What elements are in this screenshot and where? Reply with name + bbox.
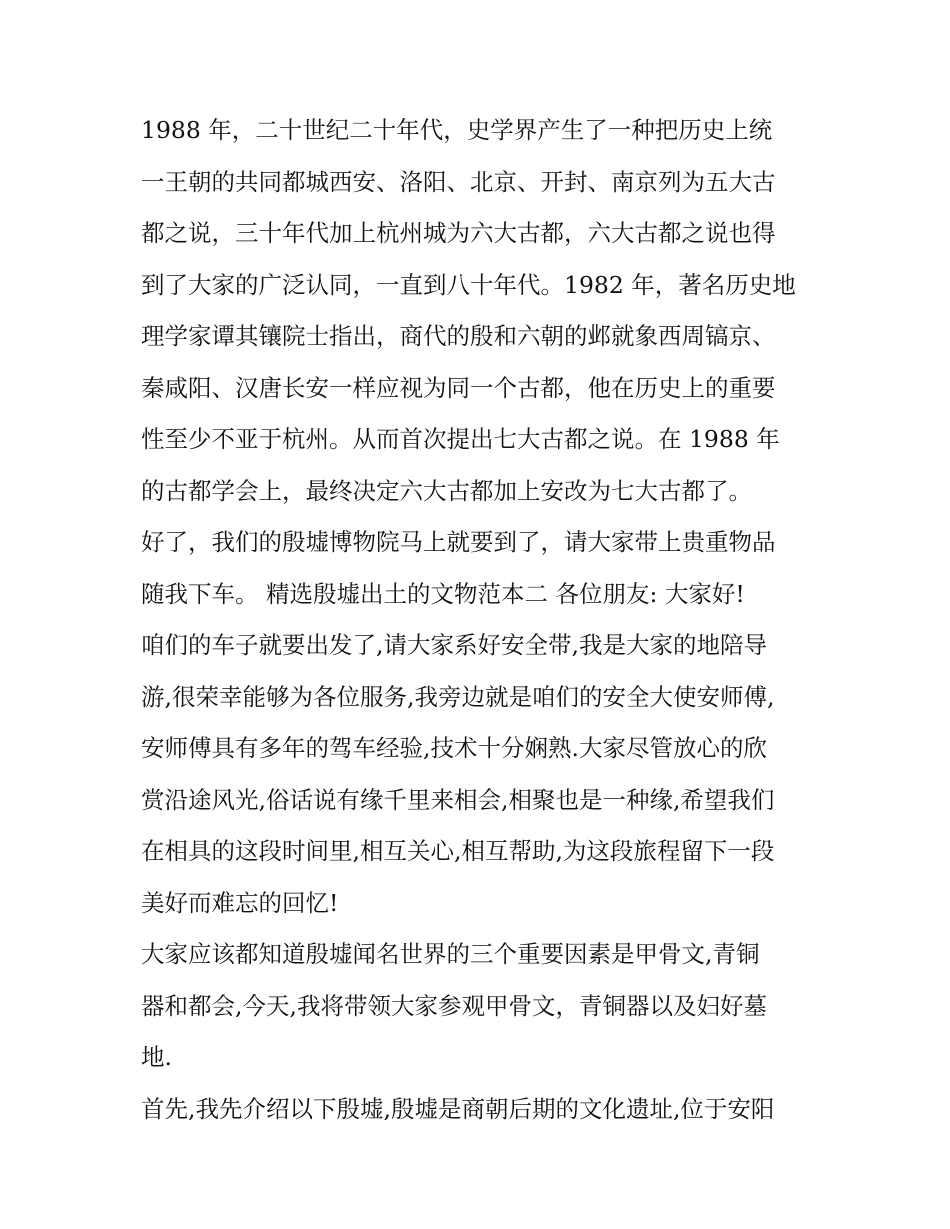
text-line: 随我下车。 精选殷墟出土的文物范本二 各位朋友: 大家好!	[141, 579, 745, 608]
text-line: 秦咸阳、汉唐长安一样应视为同一个古都，他在历史上的重要	[141, 373, 776, 402]
text-line: 赏沿途风光,俗话说有缘千里来相会,相聚也是一种缘,希望我们	[141, 785, 775, 814]
text-line: 美好而难忘的回忆!	[141, 888, 339, 917]
text-line: 的古都学会上，最终决定六大古都加上安改为七大古都了。	[141, 476, 752, 505]
text-line: 到了大家的广泛认同，一直到八十年代。1982 年，著名历史地	[141, 270, 796, 299]
body-text	[141, 110, 831, 1140]
text-line: 一王朝的共同都城西安、洛阳、北京、开封、南京列为五大古	[141, 167, 776, 196]
text-line: 好了，我们的殷墟博物院马上就要到了，请大家带上贵重物品	[141, 528, 776, 556]
text-line: 器和都会,今天,我将带领大家参观甲骨文，青铜器以及妇好墓	[141, 991, 767, 1020]
text-line: 首先,我先介绍以下殷墟,殷墟是商朝后期的文化遗址,位于安阳	[141, 1094, 775, 1123]
text-line: 性至少不亚于杭州。从而首次提出七大古都之说。在 1988 年	[141, 425, 780, 453]
text-line: 地.	[141, 1043, 172, 1071]
text-line: 安师傅具有多年的驾车经验,技术十分娴熟.大家尽管放心的欣	[141, 734, 767, 762]
text-line: 在相具的这段时间里,相互关心,相互帮助,为这段旅程留下一段	[141, 837, 775, 865]
text-line: 大家应该都知道殷墟闻名世界的三个重要因素是甲骨文,青铜	[141, 940, 760, 968]
text-line: 理学家谭其镶院士指出，商代的殷和六朝的邺就象西周镐京、	[141, 322, 776, 350]
text-line: 咱们的车子就要出发了,请大家系好安全带,我是大家的地陪导	[141, 631, 767, 659]
text-line: 游,很荣幸能够为各位服务,我旁边就是咱们的安全大使安师傅,	[141, 682, 775, 711]
text-line: 1988 年，二十世纪二十年代，史学界产生了一种把历史上统	[141, 116, 773, 144]
text-line: 都之说，三十年代加上杭州城为六大古都，六大古都之说也得	[141, 219, 776, 247]
